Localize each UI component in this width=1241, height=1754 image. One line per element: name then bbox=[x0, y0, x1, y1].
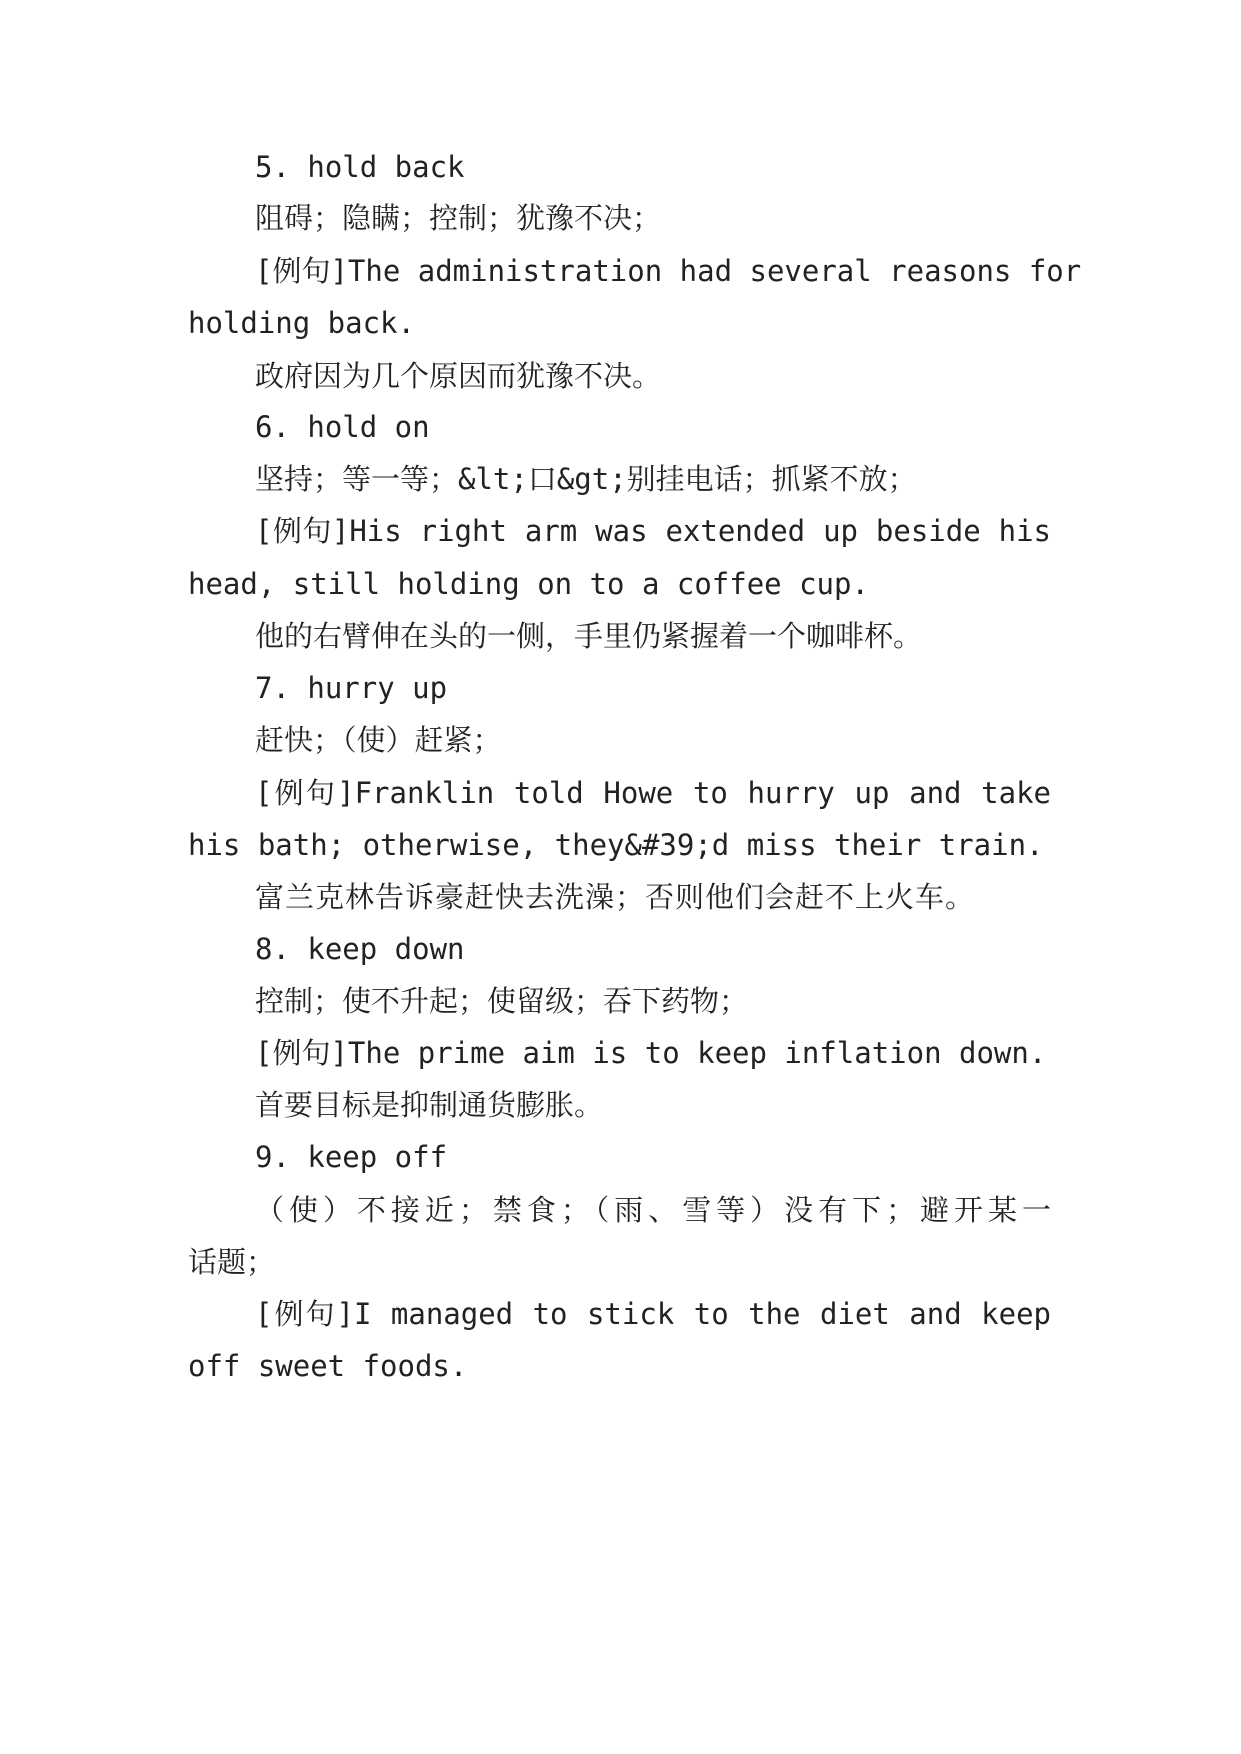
entry-meaning: 坚持；等一等；&lt;口&gt;别挂电话；抓紧不放； bbox=[255, 462, 917, 496]
entry-meaning: 阻碍；隐瞒；控制；犹豫不决； bbox=[255, 201, 662, 235]
entry-example-continued: his bath; otherwise, they&#39;d miss their train. bbox=[188, 828, 1044, 862]
entry-heading: 9. keep off bbox=[255, 1140, 448, 1174]
entry-example-continued: head, still holding on to a coffee cup. bbox=[188, 567, 869, 601]
entry-example: [例句]The administration had several reasons for bbox=[255, 254, 1082, 288]
entry-translation: 政府因为几个原因而犹豫不决。 bbox=[255, 359, 662, 393]
entry-example-continued: off sweet foods. bbox=[188, 1349, 468, 1383]
entry-heading: 7. hurry up bbox=[255, 671, 448, 705]
entry-meaning: 赶快；（使）赶紧； bbox=[255, 723, 502, 757]
entry-example: [例句]His right arm was extended up beside his bbox=[255, 514, 1051, 548]
entry-example: [例句]The prime aim is to keep inflation down. bbox=[255, 1036, 1047, 1070]
entry-heading: 5. hold back bbox=[255, 150, 465, 184]
entry-heading: 8. keep down bbox=[255, 932, 465, 966]
entry-example: [例句]Franklin told Howe to hurry up and take bbox=[255, 776, 1051, 810]
entry-heading: 6. hold on bbox=[255, 410, 430, 444]
entry-meaning-continued: 话题； bbox=[188, 1245, 276, 1279]
entry-translation: 他的右臂伸在头的一侧，手里仍紧握着一个咖啡杯。 bbox=[255, 619, 923, 653]
entry-example-continued: holding back. bbox=[188, 306, 415, 340]
entry-meaning: （使）不接近；禁食；（雨、雪等）没有下；避开某一 bbox=[255, 1193, 1051, 1227]
entry-translation: 富兰克林告诉豪赶快去洗澡；否则他们会赶不上火车。 bbox=[255, 880, 976, 914]
entry-translation: 首要目标是抑制通货膨胀。 bbox=[255, 1088, 604, 1122]
entry-meaning: 控制；使不升起；使留级；吞下药物； bbox=[255, 984, 749, 1018]
entry-example: [例句]I managed to stick to the diet and keep bbox=[255, 1297, 1051, 1331]
